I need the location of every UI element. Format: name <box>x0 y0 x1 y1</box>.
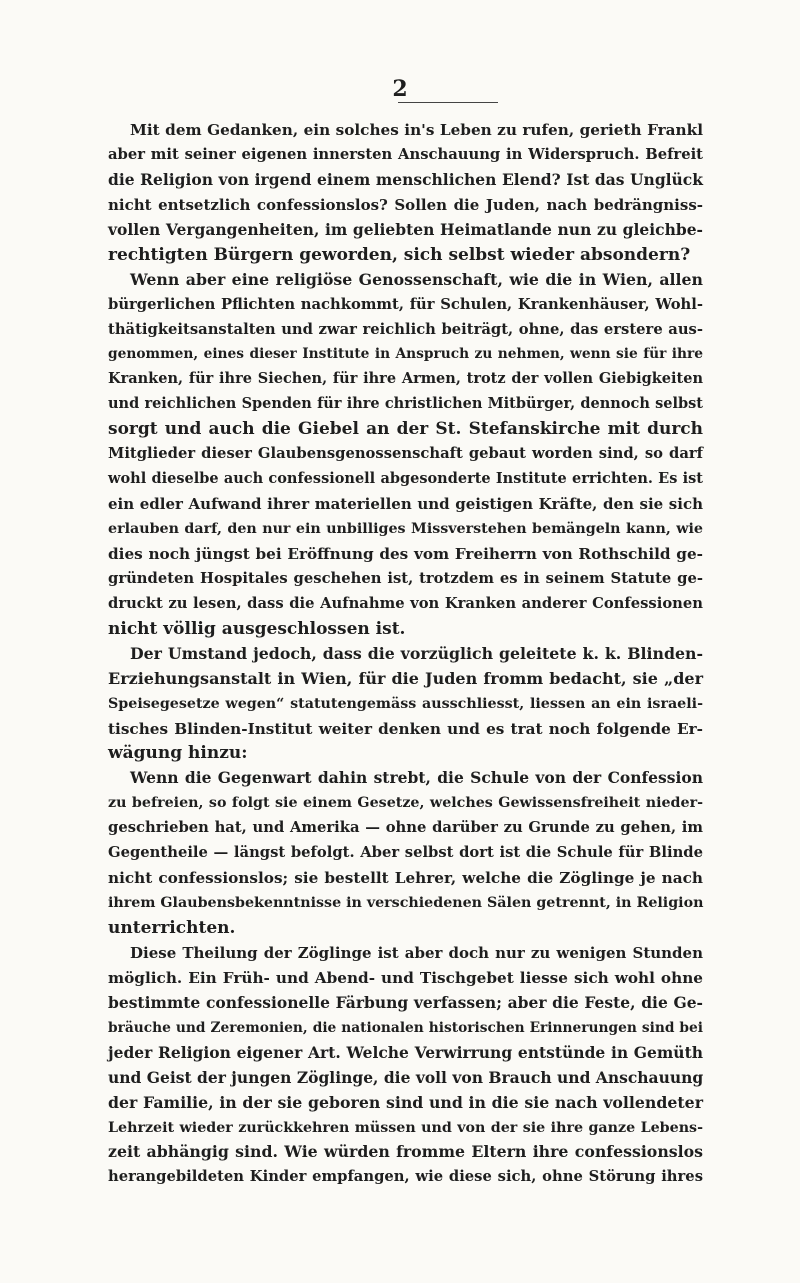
text-line: geschrieben hat, und Amerika — ohne darüber zu Grunde zu gehen, im <box>108 819 703 837</box>
text-line: thätigkeitsanstalten und zwar reichlich beiträgt, ohne, das erstere aus- <box>108 320 703 338</box>
paragraph <box>108 766 703 941</box>
body-text <box>108 118 703 1190</box>
text-line: Wenn aber eine religiöse Genossenschaft, wie die in Wien, allen <box>130 269 703 289</box>
text-line: jeder Religion eigener Art. Welche Verwirrung entstünde in Gemüth <box>108 1042 703 1062</box>
text-line: Mitglieder dieser Glaubensgenossenschaft gebaut worden sind, so darf <box>108 445 703 463</box>
text-line: nicht confessionslos; sie bestellt Lehrer, welche die Zöglinge je nach <box>108 869 703 888</box>
text-line: zeit abhängig sind. Wie würden fromme Eltern ihre confessionslos <box>108 1142 703 1162</box>
text-line: druckt zu lesen, dass die Aufnahme von Kranken anderer Confessionen <box>108 594 703 612</box>
text-line: die Religion von irgend einem menschlichen Elend? Ist das Unglück <box>108 169 703 189</box>
page-number: 2 <box>392 76 408 102</box>
text-line: wägung hinzu: <box>108 743 248 764</box>
text-line: bestimmte confessionelle Färbung verfassen; aber die Feste, die Ge- <box>108 992 703 1012</box>
text-line: dies noch jüngst bei Eröffnung des vom Freiherrn von Rothschild ge- <box>108 544 703 563</box>
text-line: Speisegesetze wegen“ statutengemäss ausschliesst, liessen an ein israeli- <box>108 695 703 712</box>
paragraph <box>108 941 703 1190</box>
page-number-rule <box>398 102 498 103</box>
text-line: Kranken, für ihre Siechen, für ihre Armen, trotz der vollen Giebigkeiten <box>108 370 703 388</box>
text-line: ihrem Glaubensbekenntnisse in verschiedenen Sälen getrennt, in Religion <box>108 895 704 912</box>
text-line: bürgerlichen Pflichten nachkommt, für Schulen, Krankenhäuser, Wohl- <box>108 295 703 313</box>
text-line: nicht völlig ausgeschlossen ist. <box>108 618 406 639</box>
text-line: herangebildeten Kinder empfangen, wie diese sich, ohne Störung ihres <box>108 1168 703 1186</box>
text-line: genommen, eines dieser Institute in Anspruch zu nehmen, wenn sie für ihre <box>108 346 703 363</box>
text-line: erlauben darf, den nur ein unbilliges Missverstehen bemängeln kann, wie <box>108 521 703 537</box>
text-line: Mit dem Gedanken, ein solches in's Leben zu rufen, gerieth Frankl <box>130 121 703 139</box>
text-line: und Geist der jungen Zöglinge, die voll von Brauch und Anschauung <box>108 1067 704 1087</box>
text-line: der Familie, in der sie geboren sind und in die sie nach vollendeter <box>108 1092 703 1112</box>
paragraph <box>108 642 703 767</box>
text-line: Der Umstand jedoch, dass die vorzüglich geleitete k. k. Blinden- <box>130 643 703 663</box>
text-line: aber mit seiner eigenen innersten Anschauung in Widerspruch. Befreit <box>108 145 703 163</box>
paragraph <box>108 268 703 642</box>
text-line: Diese Theilung der Zöglinge ist aber doch nur zu wenigen Stunden <box>130 943 703 962</box>
text-line: vollen Vergangenheiten, im geliebten Heimatlande nun zu gleichbe- <box>108 219 703 239</box>
text-line: sorgt und auch die Giebel an der St. Stefanskirche mit durch <box>108 419 703 440</box>
text-line: Lehrzeit wieder zurückkehren müssen und von der sie ihre ganze Lebens- <box>108 1119 703 1136</box>
text-line: gründeten Hospitales geschehen ist, trotzdem es in seinem Statute ge- <box>108 569 703 587</box>
text-line: nicht entsetzlich confessionslos? Sollen die Juden, nach bedrängniss- <box>108 195 703 214</box>
text-line: Wenn die Gegenwart dahin strebt, die Schule von der Confession <box>130 768 703 788</box>
text-line: zu befreien, so folgt sie einem Gesetze, welches Gewissensfreiheit nieder- <box>108 795 703 812</box>
text-line: und reichlichen Spenden für ihre christlichen Mitbürger, dennoch selbst <box>108 395 703 413</box>
text-line: tisches Blinden-Institut weiter denken und es trat noch folgende Er- <box>108 719 703 738</box>
text-line: bräuche und Zeremonien, die nationalen historischen Erinnerungen sind bei <box>108 1019 703 1036</box>
text-line: unterrichten. <box>108 918 236 938</box>
text-line: rechtigten Bürgern geworden, sich selbst wieder absondern? <box>108 244 691 265</box>
text-line: wohl dieselbe auch confessionell abgesonderte Institute errichten. Es ist <box>108 470 703 488</box>
text-line: möglich. Ein Früh- und Abend- und Tischgebet liesse sich wohl ohne <box>108 968 703 987</box>
text-line: ein edler Aufwand ihrer materiellen und geistigen Kräfte, den sie sich <box>108 495 703 514</box>
text-line: Erziehungsanstalt in Wien, für die Juden fromm bedacht, sie „der <box>108 668 703 688</box>
text-line: Gegentheile — längst befolgt. Aber selbst dort ist die Schule für Blinde <box>108 844 703 862</box>
paragraph <box>108 118 703 268</box>
